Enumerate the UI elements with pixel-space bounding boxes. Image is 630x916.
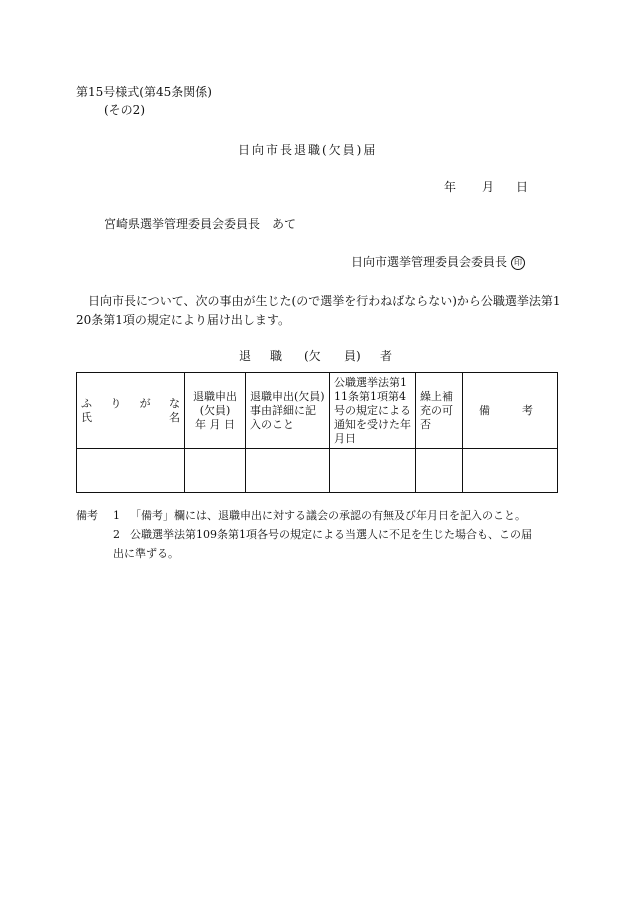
date-day-label: 日 [516, 180, 529, 194]
entry-remarks[interactable] [463, 449, 558, 493]
furigana-char-3: が [139, 396, 151, 410]
table-title-1: 退 [239, 349, 252, 363]
table-title-4: 員) [344, 349, 361, 363]
form-sub-number: (その2) [104, 103, 145, 117]
retire-date-line-2: (欠員) [199, 403, 231, 417]
seal-stamp: 印 [511, 256, 525, 270]
entry-retire-date[interactable] [185, 449, 246, 493]
sender-label: 日向市選挙管理委員会委員長 [351, 255, 508, 269]
furigana-char-2: り [110, 396, 122, 410]
name-char-2: 名 [169, 410, 180, 424]
header-reason: 退職申出(欠員)事由詳細に記入のこと [246, 373, 330, 449]
retirement-table [76, 372, 558, 493]
name-char-1: 氏 [81, 410, 92, 424]
table-title-2: 職 [270, 349, 283, 363]
header-replacement: 繰上補充の可否 [416, 373, 463, 449]
date-month-label: 月 [482, 180, 495, 194]
retire-date-line-3: 年 月 日 [195, 417, 235, 431]
header-furigana-name [77, 373, 185, 449]
note-1-number: 1 [113, 509, 120, 522]
furigana-char-1: ふ [81, 396, 92, 410]
retire-date-line-1: 退職申出 [193, 389, 237, 403]
remarks-char-2: 考 [522, 403, 533, 417]
body-text-line-1: 日向市長について、次の事由が生じた(ので選挙を行わねばならない)から公職選挙法第1 [88, 294, 561, 308]
note-2-text-line-1: 公職選挙法第109条第1項各号の規定による当選人に不足を生じた場合も、この届 [130, 528, 532, 541]
header-retire-date [185, 373, 246, 449]
furigana-char-4: な [168, 396, 180, 410]
table-entry-row [77, 449, 558, 493]
entry-reason[interactable] [246, 449, 330, 493]
note-2-number: 2 [113, 528, 120, 541]
note-2-text-line-2: 出に準ずる。 [113, 547, 179, 560]
entry-replacement[interactable] [416, 449, 463, 493]
date-year-label: 年 [444, 180, 457, 194]
table-header-row [77, 373, 558, 449]
entry-notice-date[interactable] [330, 449, 416, 493]
sender [351, 255, 525, 270]
remarks-char-1: 備 [479, 403, 490, 417]
note-1-text: 「備考」欄には、退職申出に対する議会の承認の有無及び年月日を記入のこと。 [130, 509, 526, 522]
document-title: 日向市長退職(欠員)届 [238, 143, 378, 157]
body-text-line-2: 20条第1項の規定により届け出します。 [76, 313, 290, 327]
notes-label: 備考 [76, 509, 98, 522]
header-remarks [463, 373, 558, 449]
table-title-3: (欠 [304, 349, 321, 363]
form-number: 第15号様式(第45条関係) [76, 85, 212, 99]
header-notice-date: 公職選挙法第111条第1項第4号の規定による通知を受けた年月日 [330, 373, 416, 449]
addressee: 宮崎県選挙管理委員会委員長 あて [104, 217, 297, 231]
entry-furigana-name[interactable] [77, 449, 185, 493]
table-title-5: 者 [380, 349, 393, 363]
